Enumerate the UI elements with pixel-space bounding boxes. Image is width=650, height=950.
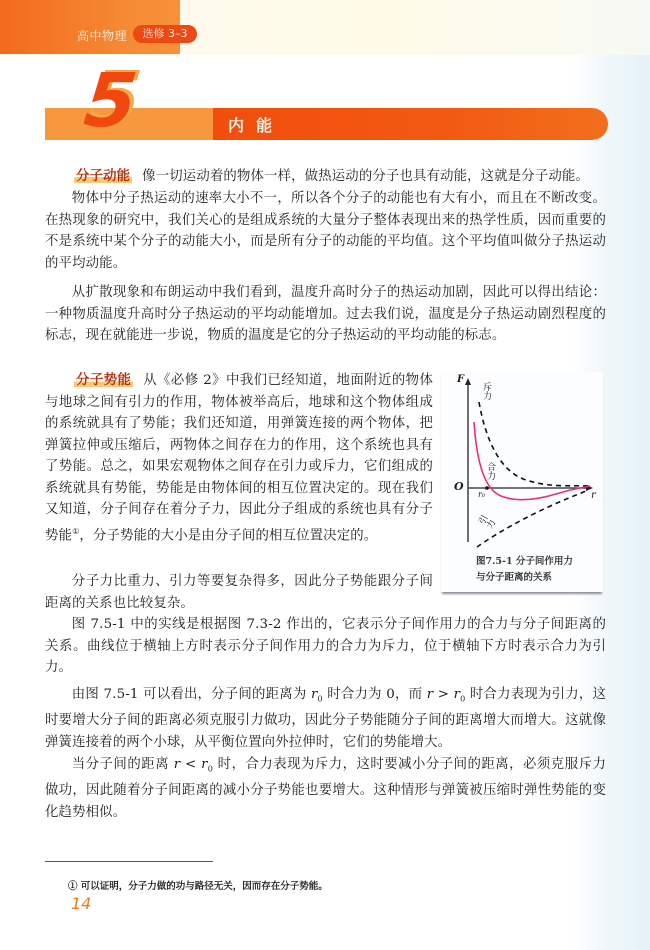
p4-text-a: 由图 7.5-1 可以看出，分子间的距离为 [71, 687, 311, 702]
section2-paragraph-4 [45, 684, 606, 753]
section1-paragraph-3: 从扩散现象和布朗运动中我们看到，温度升高时分子的热运动加剧，因此可以得出结论：一种物质温度升高时分子热运动的平均动能增加。过去我们说，温度是分子热运动剧烈程度的标志，现在就能进一步说，物质的温度是它的分子热运动的平均动能的标志。 [45, 285, 606, 343]
y-axis-arrow-icon [465, 378, 471, 385]
p5-text-b: 时，合力表现为斥力，这时要减小分子间的距离，必须克服斥力做功，因此随着分子间距离的减小分子势能也要增大。这种情形与弹簧被压缩时弹性势能的变化趋势相似。 [45, 757, 606, 820]
chapter-title: 内能 [228, 116, 285, 135]
net-force-label: 合力 [485, 462, 495, 480]
footnote-divider [45, 861, 213, 862]
footnote: ① 可以证明，分子力做的功与路径无关，因而存在分子势能。 [68, 881, 328, 892]
p4-text-b: 时合力为 0，而 [322, 687, 427, 702]
symbol-r-gt-r0: r > r [426, 687, 461, 702]
chapter-number: 5 [80, 58, 142, 144]
section1-paragraph-1 [74, 166, 606, 188]
attractive-label: 引力 [475, 514, 497, 532]
section2-paragraph-3: 图 7.5-1 中的实线是根据图 7.3-2 作出的，它表示分子间作用力的合力与分子间距离的关系。曲线位于横轴上方时表示分子间作用力的合力为斥力，位于横轴下方时表示合力为引力。 [45, 617, 606, 675]
page-number: 14 [71, 894, 92, 913]
figure-caption [476, 554, 606, 586]
repulsive-label: 斥力 [481, 382, 491, 400]
p5-text-a: 当分子间的距离 [71, 757, 174, 772]
y-axis-label: F [457, 374, 465, 385]
section2-p1-text: 从《必修 2》中我们已经知道，地面附近的物体与地球之间有引力的作用，物体被举高后，地球和这个物体组成的系统就具有了势能；我们还知道，用弹簧连接的两个物体，把弹簧拉伸或压缩后，两物体之间存在力的作用，这个系统也具有了势能。总之，如果宏观物体之间存在引力或斥力，它们组成的系统就具有势能，势能是由物体间的相互位置决定的。现在我们又知道，分子间存在着分子力，因此分子组成的系统也具有分子势能 [45, 373, 433, 543]
footnote-marker[interactable]: ① [72, 526, 80, 536]
force-distance-graph [441, 372, 603, 552]
subscript-0: 0 [317, 694, 323, 704]
section2-p1-tail: ，分子势能的大小是由分子间的相互位置决定的。 [79, 527, 378, 543]
section1-p1-text: 像一切运动着的物体一样，做热运动的分子也具有动能，这就是分子动能。 [142, 169, 590, 184]
x-axis-label: r [591, 490, 596, 501]
origin-label: O [454, 480, 464, 493]
section2-paragraph-5 [45, 754, 606, 823]
term-kinetic-energy: 分子动能 [76, 169, 131, 184]
symbol-r-lt-r0: r < r [173, 757, 208, 772]
figure-caption-line-2: 与分子距离的关系 [476, 572, 553, 583]
symbol-r0: r [310, 687, 318, 702]
figure-caption-line-1: 图7.5-1 分子间作用力 [476, 556, 573, 567]
section2-paragraph-1 [45, 370, 433, 546]
section2-paragraph-2: 分子力比重力、引力等要复杂得多，因此分子势能跟分子间距离的关系也比较复杂。 [45, 574, 433, 611]
p4-text-c: 时合力表现为引力，这时要增大分子间的距离必须克服引力做功，因此分子势能随分子间的距离增大而增大。这就像弹簧连接着的两个小球，从平衡位置向外拉伸时，它们的势能增大。 [45, 687, 606, 750]
subscript-0: 0 [207, 764, 213, 774]
r0-label: r₀ [478, 490, 486, 499]
term-potential-energy: 分子势能 [76, 373, 132, 388]
header-volume-badge: 选修 3–3 [133, 25, 197, 43]
section1-paragraph-2: 物体中分子热运动的速率大小不一，所以各个分子的动能也有大有小，而且在不断改变。在热现象的研究中，我们关心的是组成系统的大量分子整体表现出来的热学性质，因而重要的不是系统中某个分子的动能大小，而是所有分子的动能的平均值。这个平均值叫做分子热运动的平均动能。 [45, 191, 606, 271]
header-subject: 高中物理 [77, 29, 128, 43]
subscript-0: 0 [460, 694, 466, 704]
